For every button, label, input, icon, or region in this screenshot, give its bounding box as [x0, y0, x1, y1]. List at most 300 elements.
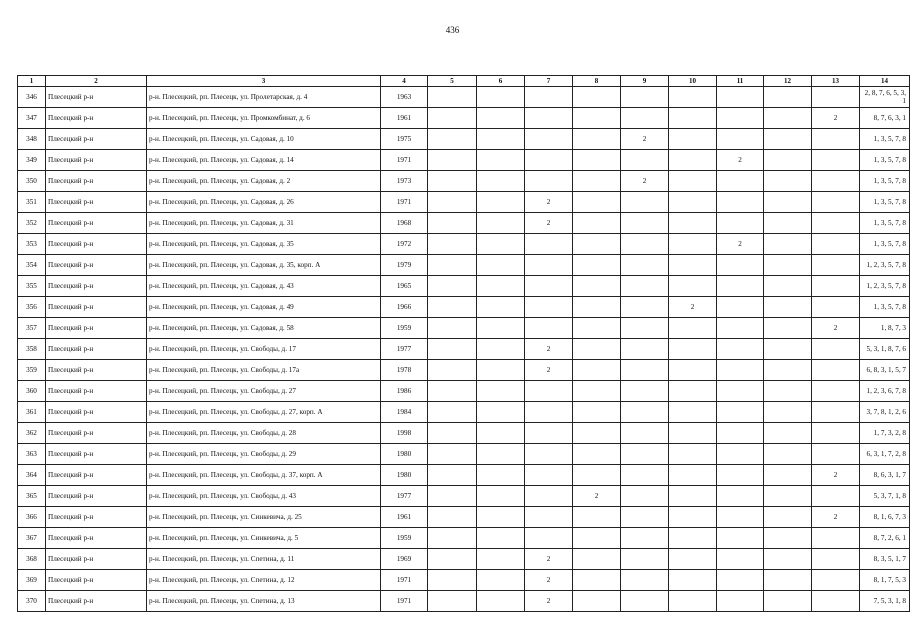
col11-cell	[717, 129, 764, 150]
address-cell: р-н. Плесецкий, рп. Плесецк, ул. Садовая, д. 35, корп. А	[147, 255, 381, 276]
year-cell: 1979	[381, 255, 428, 276]
col10-cell	[669, 528, 717, 549]
col9-cell	[621, 276, 669, 297]
col8-cell	[573, 528, 621, 549]
district-cell: Плесецкий р-н	[46, 108, 147, 129]
col12-cell	[764, 234, 812, 255]
col11-cell	[717, 549, 764, 570]
col14-cell: 8, 6, 3, 1, 7	[860, 465, 910, 486]
district-cell: Плесецкий р-н	[46, 402, 147, 423]
col9-cell	[621, 150, 669, 171]
row-number-cell: 356	[18, 297, 46, 318]
row-number-cell: 370	[18, 591, 46, 612]
col12-cell	[764, 297, 812, 318]
column-header: 3	[147, 76, 381, 87]
col11-cell	[717, 87, 764, 108]
address-cell: р-н. Плесецкий, рп. Плесецк, ул. Свободы, д. 27, корп. А	[147, 402, 381, 423]
col13-cell	[812, 276, 860, 297]
col8-cell	[573, 423, 621, 444]
col13-cell	[812, 213, 860, 234]
housing-table	[17, 75, 910, 612]
col14-cell: 5, 3, 1, 8, 7, 6	[860, 339, 910, 360]
year-cell: 1961	[381, 108, 428, 129]
district-cell: Плесецкий р-н	[46, 444, 147, 465]
year-cell: 1971	[381, 150, 428, 171]
district-cell: Плесецкий р-н	[46, 339, 147, 360]
col6-cell	[477, 108, 525, 129]
table-body	[18, 87, 910, 612]
column-header: 8	[573, 76, 621, 87]
table-row	[18, 339, 910, 360]
col8-cell	[573, 591, 621, 612]
col9-cell	[621, 318, 669, 339]
col11-cell	[717, 360, 764, 381]
column-header: 4	[381, 76, 428, 87]
col14-cell: 1, 3, 5, 7, 8	[860, 213, 910, 234]
address-cell: р-н. Плесецкий, рп. Плесецк, ул. Свободы, д. 27	[147, 381, 381, 402]
row-number-cell: 361	[18, 402, 46, 423]
year-cell: 1984	[381, 402, 428, 423]
col8-cell	[573, 87, 621, 108]
col5-cell	[428, 213, 477, 234]
row-number-cell: 354	[18, 255, 46, 276]
col8-cell	[573, 507, 621, 528]
col10-cell	[669, 486, 717, 507]
year-cell: 1980	[381, 465, 428, 486]
district-cell: Плесецкий р-н	[46, 360, 147, 381]
district-cell: Плесецкий р-н	[46, 528, 147, 549]
col6-cell	[477, 423, 525, 444]
col10-cell	[669, 423, 717, 444]
row-number-cell: 358	[18, 339, 46, 360]
col10-cell	[669, 360, 717, 381]
col13-cell	[812, 171, 860, 192]
col8-cell	[573, 234, 621, 255]
col9-cell	[621, 444, 669, 465]
year-cell: 1978	[381, 360, 428, 381]
col8-cell	[573, 297, 621, 318]
row-number-cell: 368	[18, 549, 46, 570]
col13-cell	[812, 360, 860, 381]
col11-cell	[717, 402, 764, 423]
table-row	[18, 591, 910, 612]
col14-cell: 8, 3, 5, 1, 7	[860, 549, 910, 570]
col13-cell: 2	[812, 507, 860, 528]
col11-cell	[717, 591, 764, 612]
col14-cell: 6, 3, 1, 7, 2, 8	[860, 444, 910, 465]
col9-cell	[621, 360, 669, 381]
col14-cell: 2, 8, 7, 6, 5, 3, 1	[860, 87, 910, 108]
col10-cell	[669, 570, 717, 591]
col6-cell	[477, 318, 525, 339]
col13-cell	[812, 444, 860, 465]
col14-cell: 1, 8, 7, 3	[860, 318, 910, 339]
col8-cell	[573, 276, 621, 297]
col6-cell	[477, 87, 525, 108]
col12-cell	[764, 360, 812, 381]
table-row	[18, 276, 910, 297]
col12-cell	[764, 444, 812, 465]
district-cell: Плесецкий р-н	[46, 507, 147, 528]
col6-cell	[477, 255, 525, 276]
col5-cell	[428, 423, 477, 444]
address-cell: р-н. Плесецкий, рп. Плесецк, ул. Садовая, д. 31	[147, 213, 381, 234]
table-row	[18, 423, 910, 444]
col9-cell	[621, 423, 669, 444]
col13-cell	[812, 570, 860, 591]
col7-cell	[525, 87, 573, 108]
year-cell: 1959	[381, 318, 428, 339]
column-header: 5	[428, 76, 477, 87]
col8-cell	[573, 402, 621, 423]
col8-cell	[573, 129, 621, 150]
col5-cell	[428, 297, 477, 318]
year-cell: 1971	[381, 570, 428, 591]
col14-cell: 8, 1, 6, 7, 3	[860, 507, 910, 528]
col10-cell	[669, 255, 717, 276]
address-cell: р-н. Плесецкий, рп. Плесецк, ул. Синкевича, д. 25	[147, 507, 381, 528]
col9-cell	[621, 381, 669, 402]
col8-cell	[573, 381, 621, 402]
col7-cell: 2	[525, 339, 573, 360]
row-number-cell: 366	[18, 507, 46, 528]
address-cell: р-н. Плесецкий, рп. Плесецк, ул. Спетина, д. 12	[147, 570, 381, 591]
col8-cell	[573, 570, 621, 591]
col6-cell	[477, 171, 525, 192]
col14-cell: 8, 1, 7, 5, 3	[860, 570, 910, 591]
row-number-cell: 352	[18, 213, 46, 234]
table-row	[18, 465, 910, 486]
col10-cell	[669, 402, 717, 423]
col7-cell	[525, 402, 573, 423]
col7-cell	[525, 297, 573, 318]
col10-cell	[669, 549, 717, 570]
col14-cell: 5, 3, 7, 1, 8	[860, 486, 910, 507]
col9-cell	[621, 570, 669, 591]
col6-cell	[477, 591, 525, 612]
col13-cell: 2	[812, 108, 860, 129]
col10-cell	[669, 381, 717, 402]
column-header: 6	[477, 76, 525, 87]
district-cell: Плесецкий р-н	[46, 171, 147, 192]
col6-cell	[477, 444, 525, 465]
col12-cell	[764, 570, 812, 591]
col9-cell: 2	[621, 171, 669, 192]
row-number-cell: 367	[18, 528, 46, 549]
col8-cell	[573, 339, 621, 360]
address-cell: р-н. Плесецкий, рп. Плесецк, ул. Промкомбинат, д. 6	[147, 108, 381, 129]
col8-cell	[573, 360, 621, 381]
col12-cell	[764, 318, 812, 339]
col8-cell	[573, 549, 621, 570]
address-cell: р-н. Плесецкий, рп. Плесецк, ул. Спетина, д. 11	[147, 549, 381, 570]
row-number-cell: 351	[18, 192, 46, 213]
col11-cell	[717, 465, 764, 486]
row-number-cell: 355	[18, 276, 46, 297]
col12-cell	[764, 528, 812, 549]
year-cell: 1971	[381, 591, 428, 612]
col6-cell	[477, 234, 525, 255]
row-number-cell: 346	[18, 87, 46, 108]
col11-cell: 2	[717, 234, 764, 255]
col9-cell	[621, 192, 669, 213]
district-cell: Плесецкий р-н	[46, 234, 147, 255]
district-cell: Плесецкий р-н	[46, 570, 147, 591]
page-number: 436	[445, 25, 460, 35]
district-cell: Плесецкий р-н	[46, 549, 147, 570]
col12-cell	[764, 276, 812, 297]
col12-cell	[764, 402, 812, 423]
address-cell: р-н. Плесецкий, рп. Плесецк, ул. Синкевича, д. 5	[147, 528, 381, 549]
col9-cell	[621, 591, 669, 612]
col13-cell	[812, 297, 860, 318]
district-cell: Плесецкий р-н	[46, 255, 147, 276]
col10-cell	[669, 192, 717, 213]
col5-cell	[428, 381, 477, 402]
table-row	[18, 507, 910, 528]
col14-cell: 1, 7, 3, 2, 8	[860, 423, 910, 444]
district-cell: Плесецкий р-н	[46, 318, 147, 339]
address-cell: р-н. Плесецкий, рп. Плесецк, ул. Садовая, д. 43	[147, 276, 381, 297]
col13-cell	[812, 129, 860, 150]
col5-cell	[428, 528, 477, 549]
col11-cell	[717, 444, 764, 465]
col14-cell: 1, 3, 5, 7, 8	[860, 150, 910, 171]
col13-cell	[812, 423, 860, 444]
year-cell: 1969	[381, 549, 428, 570]
col6-cell	[477, 465, 525, 486]
col12-cell	[764, 150, 812, 171]
col6-cell	[477, 297, 525, 318]
row-number-cell: 360	[18, 381, 46, 402]
district-cell: Плесецкий р-н	[46, 381, 147, 402]
col10-cell: 2	[669, 297, 717, 318]
table-row	[18, 528, 910, 549]
district-cell: Плесецкий р-н	[46, 465, 147, 486]
year-cell: 1961	[381, 507, 428, 528]
col10-cell	[669, 108, 717, 129]
col14-cell: 3, 7, 8, 1, 2, 6	[860, 402, 910, 423]
col8-cell	[573, 192, 621, 213]
col14-cell: 1, 2, 3, 6, 7, 8	[860, 381, 910, 402]
col5-cell	[428, 87, 477, 108]
col13-cell	[812, 234, 860, 255]
col5-cell	[428, 192, 477, 213]
col8-cell	[573, 213, 621, 234]
year-cell: 1965	[381, 276, 428, 297]
col7-cell	[525, 255, 573, 276]
row-number-cell: 362	[18, 423, 46, 444]
table-row	[18, 444, 910, 465]
col13-cell	[812, 150, 860, 171]
col5-cell	[428, 255, 477, 276]
table-row	[18, 108, 910, 129]
col5-cell	[428, 570, 477, 591]
col12-cell	[764, 171, 812, 192]
col6-cell	[477, 507, 525, 528]
col7-cell: 2	[525, 570, 573, 591]
col6-cell	[477, 360, 525, 381]
col10-cell	[669, 234, 717, 255]
table-row	[18, 150, 910, 171]
district-cell: Плесецкий р-н	[46, 87, 147, 108]
col5-cell	[428, 549, 477, 570]
col12-cell	[764, 108, 812, 129]
col5-cell	[428, 486, 477, 507]
col6-cell	[477, 402, 525, 423]
col11-cell	[717, 213, 764, 234]
column-header: 2	[46, 76, 147, 87]
col13-cell: 2	[812, 465, 860, 486]
table-row	[18, 381, 910, 402]
row-number-cell: 347	[18, 108, 46, 129]
col11-cell	[717, 528, 764, 549]
col7-cell	[525, 381, 573, 402]
col6-cell	[477, 150, 525, 171]
col7-cell	[525, 423, 573, 444]
col13-cell	[812, 486, 860, 507]
table-row	[18, 129, 910, 150]
col9-cell	[621, 213, 669, 234]
district-cell: Плесецкий р-н	[46, 150, 147, 171]
col10-cell	[669, 150, 717, 171]
col5-cell	[428, 591, 477, 612]
col12-cell	[764, 423, 812, 444]
col12-cell	[764, 192, 812, 213]
table-row	[18, 87, 910, 108]
col9-cell	[621, 255, 669, 276]
col7-cell: 2	[525, 549, 573, 570]
col12-cell	[764, 339, 812, 360]
col7-cell	[525, 528, 573, 549]
address-cell: р-н. Плесецкий, рп. Плесецк, ул. Свободы, д. 17а	[147, 360, 381, 381]
row-number-cell: 363	[18, 444, 46, 465]
col9-cell	[621, 549, 669, 570]
col8-cell	[573, 150, 621, 171]
col11-cell	[717, 108, 764, 129]
table-row	[18, 255, 910, 276]
col12-cell	[764, 507, 812, 528]
col9-cell: 2	[621, 129, 669, 150]
col12-cell	[764, 465, 812, 486]
col9-cell	[621, 297, 669, 318]
col14-cell: 1, 3, 5, 7, 8	[860, 171, 910, 192]
year-cell: 1986	[381, 381, 428, 402]
col12-cell	[764, 549, 812, 570]
address-cell: р-н. Плесецкий, рп. Плесецк, ул. Спетина, д. 13	[147, 591, 381, 612]
col13-cell	[812, 528, 860, 549]
address-cell: р-н. Плесецкий, рп. Плесецк, ул. Свободы, д. 37, корп. А	[147, 465, 381, 486]
table-row	[18, 549, 910, 570]
col5-cell	[428, 171, 477, 192]
address-cell: р-н. Плесецкий, рп. Плесецк, ул. Свободы, д. 29	[147, 444, 381, 465]
col13-cell	[812, 549, 860, 570]
row-number-cell: 350	[18, 171, 46, 192]
col8-cell: 2	[573, 486, 621, 507]
col11-cell	[717, 423, 764, 444]
col5-cell	[428, 276, 477, 297]
col6-cell	[477, 213, 525, 234]
address-cell: р-н. Плесецкий, рп. Плесецк, ул. Садовая, д. 14	[147, 150, 381, 171]
table-row	[18, 402, 910, 423]
col10-cell	[669, 318, 717, 339]
col6-cell	[477, 570, 525, 591]
address-cell: р-н. Плесецкий, рп. Плесецк, ул. Пролетарская, д. 4	[147, 87, 381, 108]
column-header: 11	[717, 76, 764, 87]
col5-cell	[428, 465, 477, 486]
address-cell: р-н. Плесецкий, рп. Плесецк, ул. Садовая, д. 2	[147, 171, 381, 192]
col14-cell: 1, 3, 5, 7, 8	[860, 129, 910, 150]
table-row	[18, 192, 910, 213]
year-cell: 1998	[381, 423, 428, 444]
col12-cell	[764, 129, 812, 150]
row-number-cell: 364	[18, 465, 46, 486]
header-row	[18, 76, 910, 87]
column-header: 12	[764, 76, 812, 87]
col12-cell	[764, 486, 812, 507]
col11-cell: 2	[717, 150, 764, 171]
col13-cell	[812, 381, 860, 402]
col5-cell	[428, 339, 477, 360]
col14-cell: 8, 7, 2, 6, 1	[860, 528, 910, 549]
col7-cell	[525, 507, 573, 528]
col9-cell	[621, 87, 669, 108]
district-cell: Плесецкий р-н	[46, 423, 147, 444]
col6-cell	[477, 381, 525, 402]
col9-cell	[621, 507, 669, 528]
col10-cell	[669, 129, 717, 150]
col11-cell	[717, 339, 764, 360]
col10-cell	[669, 339, 717, 360]
col7-cell	[525, 465, 573, 486]
col5-cell	[428, 234, 477, 255]
col5-cell	[428, 318, 477, 339]
col12-cell	[764, 591, 812, 612]
col14-cell: 6, 8, 3, 1, 5, 7	[860, 360, 910, 381]
address-cell: р-н. Плесецкий, рп. Плесецк, ул. Садовая, д. 49	[147, 297, 381, 318]
col7-cell	[525, 486, 573, 507]
row-number-cell: 357	[18, 318, 46, 339]
row-number-cell: 348	[18, 129, 46, 150]
district-cell: Плесецкий р-н	[46, 192, 147, 213]
col6-cell	[477, 339, 525, 360]
col7-cell	[525, 276, 573, 297]
col5-cell	[428, 129, 477, 150]
col11-cell	[717, 318, 764, 339]
column-header: 9	[621, 76, 669, 87]
col7-cell: 2	[525, 213, 573, 234]
table-row	[18, 171, 910, 192]
col10-cell	[669, 87, 717, 108]
col10-cell	[669, 507, 717, 528]
col10-cell	[669, 444, 717, 465]
year-cell: 1971	[381, 192, 428, 213]
table-row	[18, 297, 910, 318]
col7-cell	[525, 234, 573, 255]
col11-cell	[717, 297, 764, 318]
col10-cell	[669, 465, 717, 486]
col7-cell	[525, 108, 573, 129]
year-cell: 1980	[381, 444, 428, 465]
col11-cell	[717, 192, 764, 213]
col9-cell	[621, 339, 669, 360]
col13-cell	[812, 591, 860, 612]
col8-cell	[573, 318, 621, 339]
column-header: 13	[812, 76, 860, 87]
col14-cell: 8, 7, 6, 3, 1	[860, 108, 910, 129]
col11-cell	[717, 171, 764, 192]
col8-cell	[573, 171, 621, 192]
